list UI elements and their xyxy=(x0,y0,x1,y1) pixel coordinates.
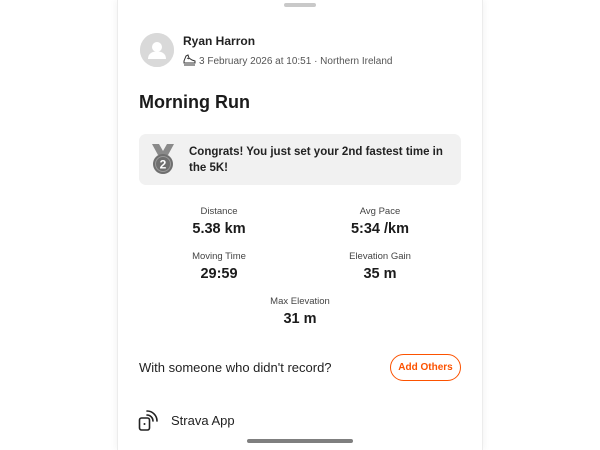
stat-value: 31 m xyxy=(283,311,317,327)
user-icon xyxy=(140,33,174,67)
stat-value: 5.38 km xyxy=(192,221,246,237)
activity-sheet xyxy=(118,0,482,450)
device-icon xyxy=(138,409,160,431)
stat-avg-pace xyxy=(320,206,440,239)
stat-max-elevation xyxy=(240,296,360,329)
stat-value: 35 m xyxy=(363,266,397,282)
achievement-text: Congrats! You just set your 2nd fastest time in the 5K! xyxy=(189,146,443,174)
stat-value: 29:59 xyxy=(200,266,238,282)
home-indicator[interactable] xyxy=(247,439,353,443)
activity-header xyxy=(140,33,460,67)
stat-label: Max Elevation xyxy=(270,296,330,307)
stat-value: 5:34 /km xyxy=(350,221,410,237)
stat-label: Avg Pace xyxy=(359,206,401,217)
stat-label: Elevation Gain xyxy=(349,251,411,262)
stat-elevation-gain xyxy=(320,251,440,284)
drag-handle[interactable] xyxy=(284,3,316,7)
medal-icon xyxy=(149,143,177,175)
add-others-button[interactable]: Add Others xyxy=(390,354,461,381)
stat-moving-time xyxy=(159,251,279,284)
stat-label: Distance xyxy=(200,206,238,217)
achievement-banner[interactable] xyxy=(139,134,461,185)
source-label: Strava App xyxy=(171,413,235,428)
shoe-icon xyxy=(183,54,196,66)
activity-date-location: 3 February 2026 at 10:51 · Northern Ireland xyxy=(199,56,393,67)
stat-label: Moving Time xyxy=(192,251,246,262)
activity-title: Morning Run xyxy=(139,92,250,112)
stat-distance xyxy=(159,206,279,239)
activity-meta xyxy=(183,51,392,65)
avatar[interactable] xyxy=(140,33,174,67)
medal-rank: 2 xyxy=(159,157,167,172)
add-others-prompt: With someone who didn't record? xyxy=(139,360,332,375)
athlete-name[interactable]: Ryan Harron xyxy=(183,34,256,48)
